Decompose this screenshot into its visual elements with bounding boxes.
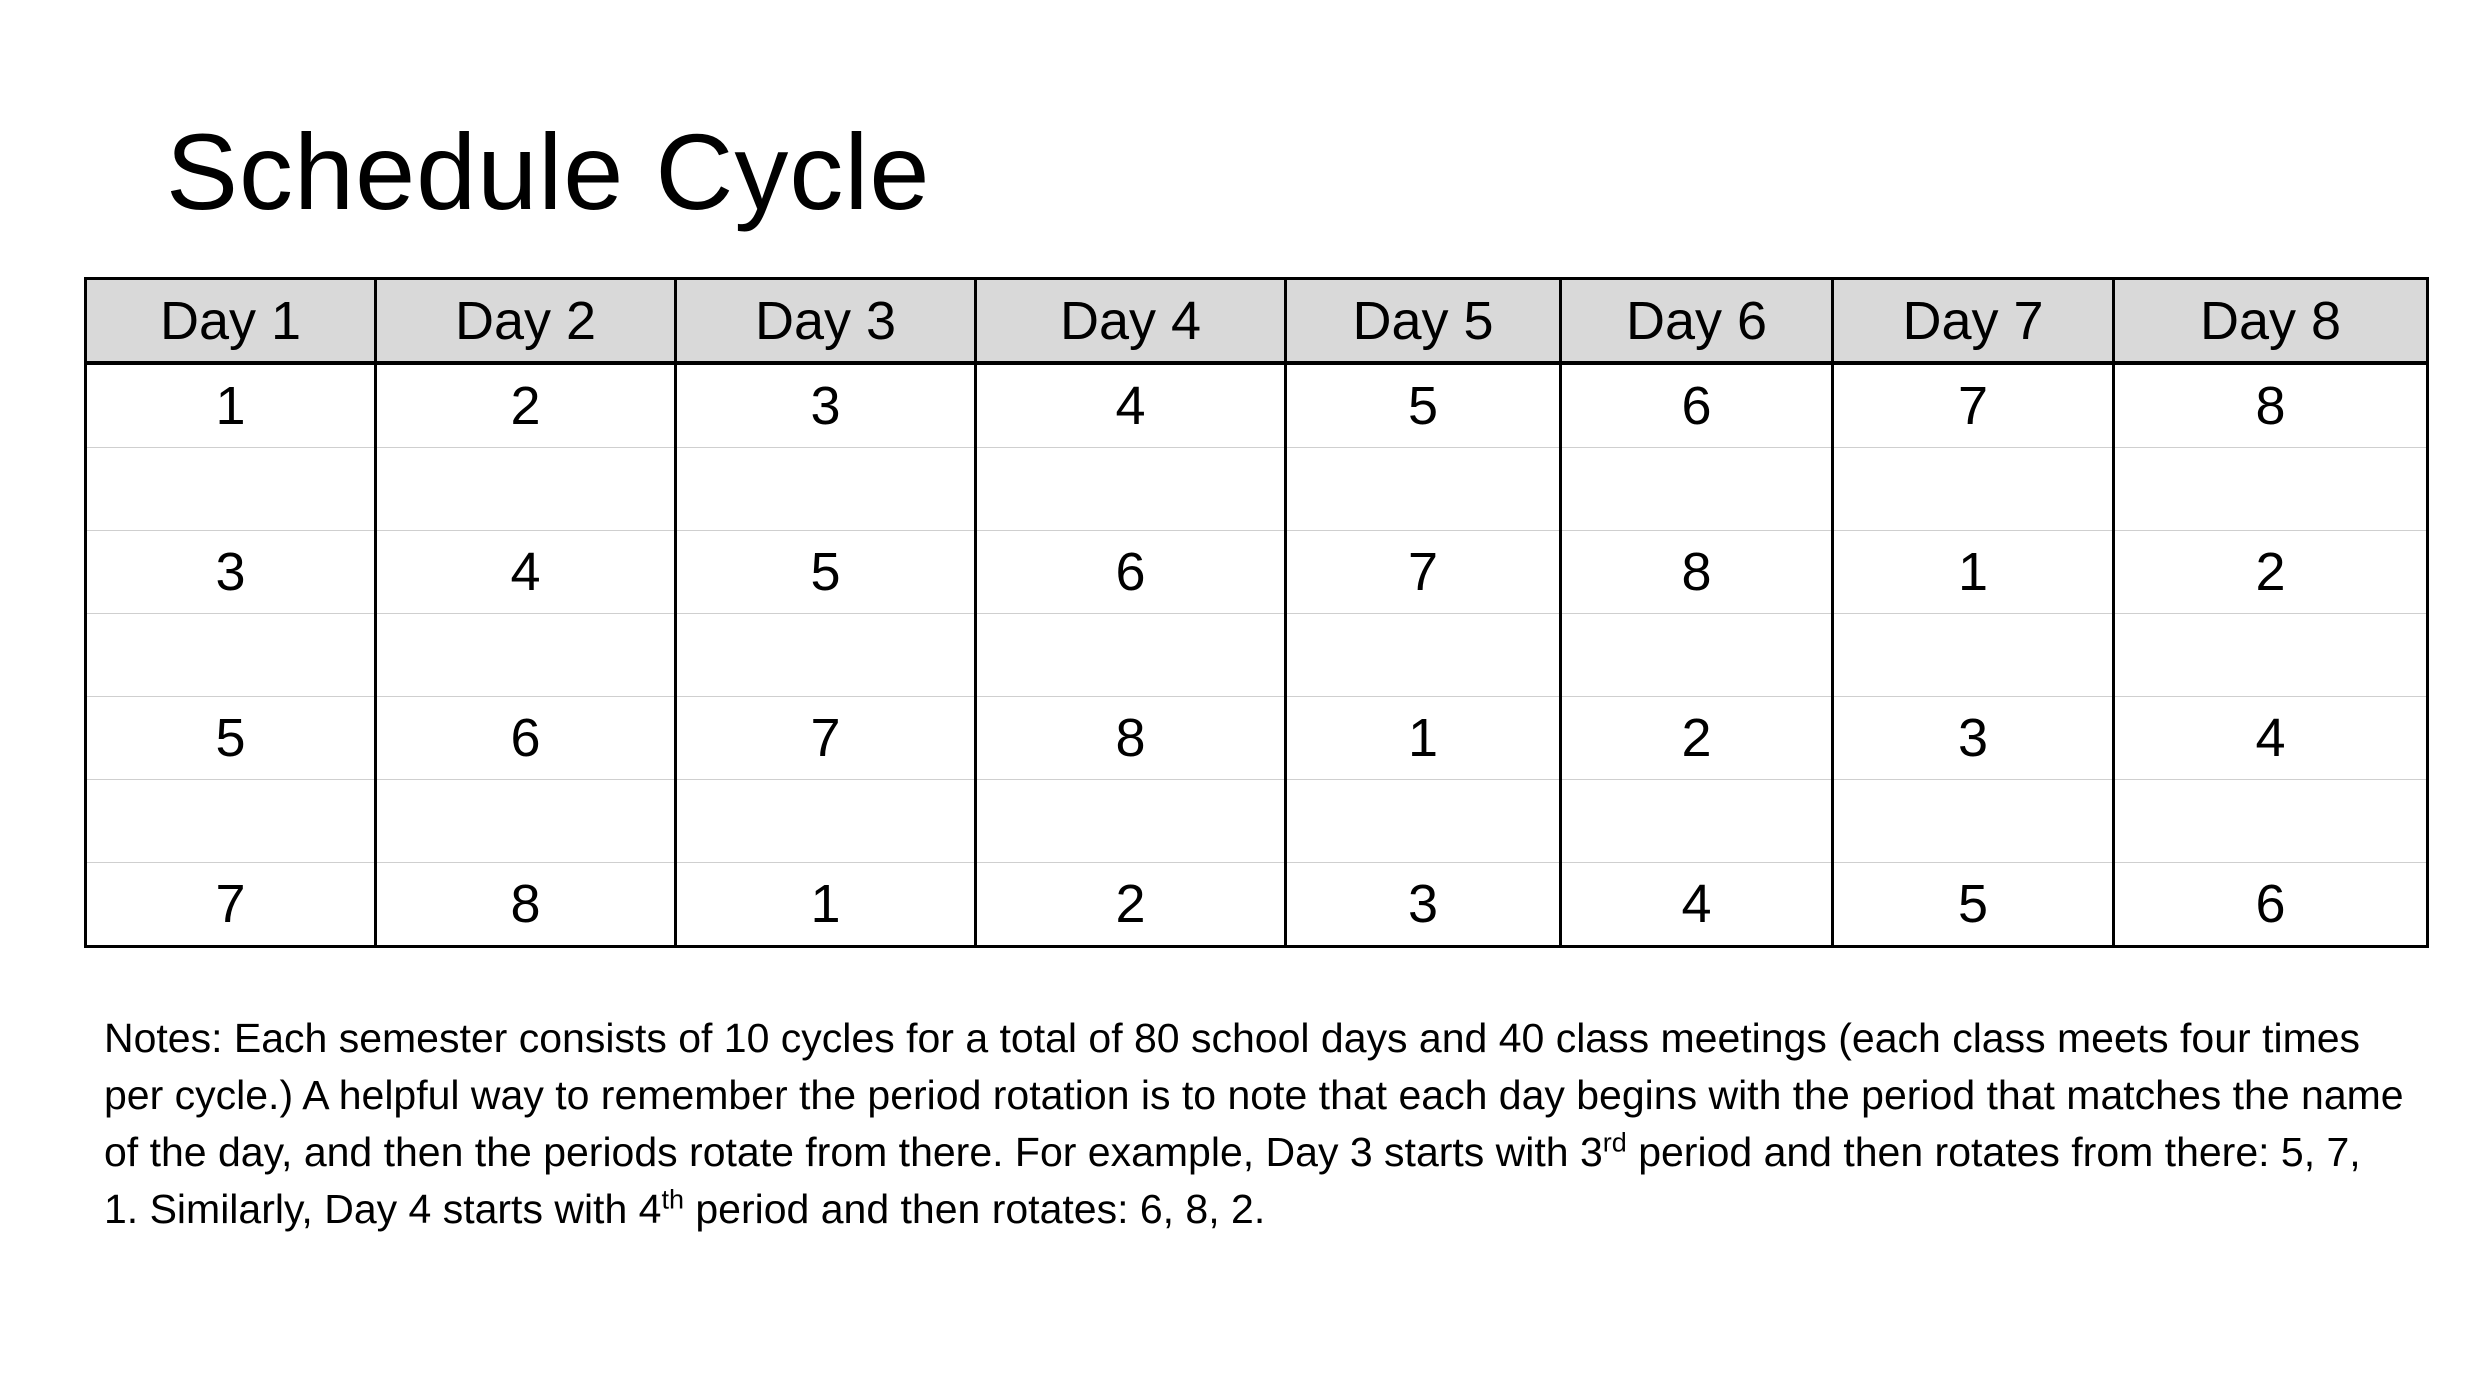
table-cell <box>976 614 1286 697</box>
table-cell: 6 <box>1561 363 1833 448</box>
table-cell: 1 <box>1833 531 2114 614</box>
schedule-table <box>84 277 2429 948</box>
table-cell: 3 <box>86 531 376 614</box>
table-cell <box>1286 780 1561 863</box>
table-cell: 2 <box>376 363 676 448</box>
table-cell: 7 <box>1286 531 1561 614</box>
table-cell: 2 <box>2114 531 2428 614</box>
table-cell: 6 <box>376 697 676 780</box>
table-cell <box>1561 614 1833 697</box>
table-cell <box>376 780 676 863</box>
table-cell <box>1833 448 2114 531</box>
table-cell <box>676 614 976 697</box>
column-header-day-1: Day 1 <box>86 279 376 364</box>
table-cell <box>1833 614 2114 697</box>
table-cell: 7 <box>676 697 976 780</box>
table-row <box>86 363 2428 448</box>
table-cell: 8 <box>976 697 1286 780</box>
ordinal-suffix: th <box>661 1184 684 1215</box>
table-cell <box>376 614 676 697</box>
column-header-day-8: Day 8 <box>2114 279 2428 364</box>
table-cell <box>1286 448 1561 531</box>
notes-text: period and then rotates: 6, 8, 2. <box>683 1186 1266 1232</box>
table-cell: 8 <box>1561 531 1833 614</box>
table-cell: 6 <box>976 531 1286 614</box>
table-cell <box>976 448 1286 531</box>
table-cell: 1 <box>1286 697 1561 780</box>
table-cell <box>86 614 376 697</box>
table-cell: 4 <box>376 531 676 614</box>
table-cell: 6 <box>2114 863 2428 947</box>
table-row <box>86 614 2428 697</box>
notes-paragraph <box>104 1010 2404 1238</box>
ordinal-suffix: rd <box>1602 1127 1627 1158</box>
table-cell: 8 <box>2114 363 2428 448</box>
table-cell <box>1561 448 1833 531</box>
table-cell: 7 <box>1833 363 2114 448</box>
table-row <box>86 448 2428 531</box>
table-cell <box>976 780 1286 863</box>
notes-text: period and then rotates from there: 5, 7, 1. Similarly, Day 4 starts with 4 <box>104 1129 2361 1232</box>
table-row <box>86 697 2428 780</box>
table-cell <box>676 448 976 531</box>
column-header-day-2: Day 2 <box>376 279 676 364</box>
table-cell <box>376 448 676 531</box>
table-cell: 5 <box>1833 863 2114 947</box>
table-cell <box>2114 780 2428 863</box>
table-cell: 4 <box>976 363 1286 448</box>
table-cell: 5 <box>86 697 376 780</box>
table-cell: 1 <box>86 363 376 448</box>
table-row <box>86 863 2428 947</box>
table-row <box>86 531 2428 614</box>
column-header-day-3: Day 3 <box>676 279 976 364</box>
table-cell: 4 <box>2114 697 2428 780</box>
header-row <box>86 279 2428 364</box>
table-cell: 3 <box>676 363 976 448</box>
table-cell <box>86 780 376 863</box>
table-cell <box>1561 780 1833 863</box>
table-cell: 2 <box>976 863 1286 947</box>
table-cell: 8 <box>376 863 676 947</box>
table-cell <box>2114 448 2428 531</box>
table-cell: 3 <box>1833 697 2114 780</box>
table-cell <box>676 780 976 863</box>
table-row <box>86 780 2428 863</box>
table-cell: 7 <box>86 863 376 947</box>
table-cell: 5 <box>676 531 976 614</box>
notes-text: Notes: Each semester consists of 10 cycles for a total of 80 school days and 40 class meetings (each class meets four times per cycle.) A helpful way to remember the period rotation is to note that each day begins with the period that matches the name of the day, and then the periods rotate from there. For example, Day 3 starts with 3 <box>104 1015 2404 1175</box>
column-header-day-6: Day 6 <box>1561 279 1833 364</box>
table-cell: 5 <box>1286 363 1561 448</box>
table-cell <box>1286 614 1561 697</box>
slide-title: Schedule Cycle <box>166 111 931 232</box>
table-cell: 1 <box>676 863 976 947</box>
table-cell <box>1833 780 2114 863</box>
table-cell: 4 <box>1561 863 1833 947</box>
table-cell: 3 <box>1286 863 1561 947</box>
table-cell: 2 <box>1561 697 1833 780</box>
column-header-day-7: Day 7 <box>1833 279 2114 364</box>
column-header-day-4: Day 4 <box>976 279 1286 364</box>
table-cell <box>86 448 376 531</box>
table-cell <box>2114 614 2428 697</box>
column-header-day-5: Day 5 <box>1286 279 1561 364</box>
